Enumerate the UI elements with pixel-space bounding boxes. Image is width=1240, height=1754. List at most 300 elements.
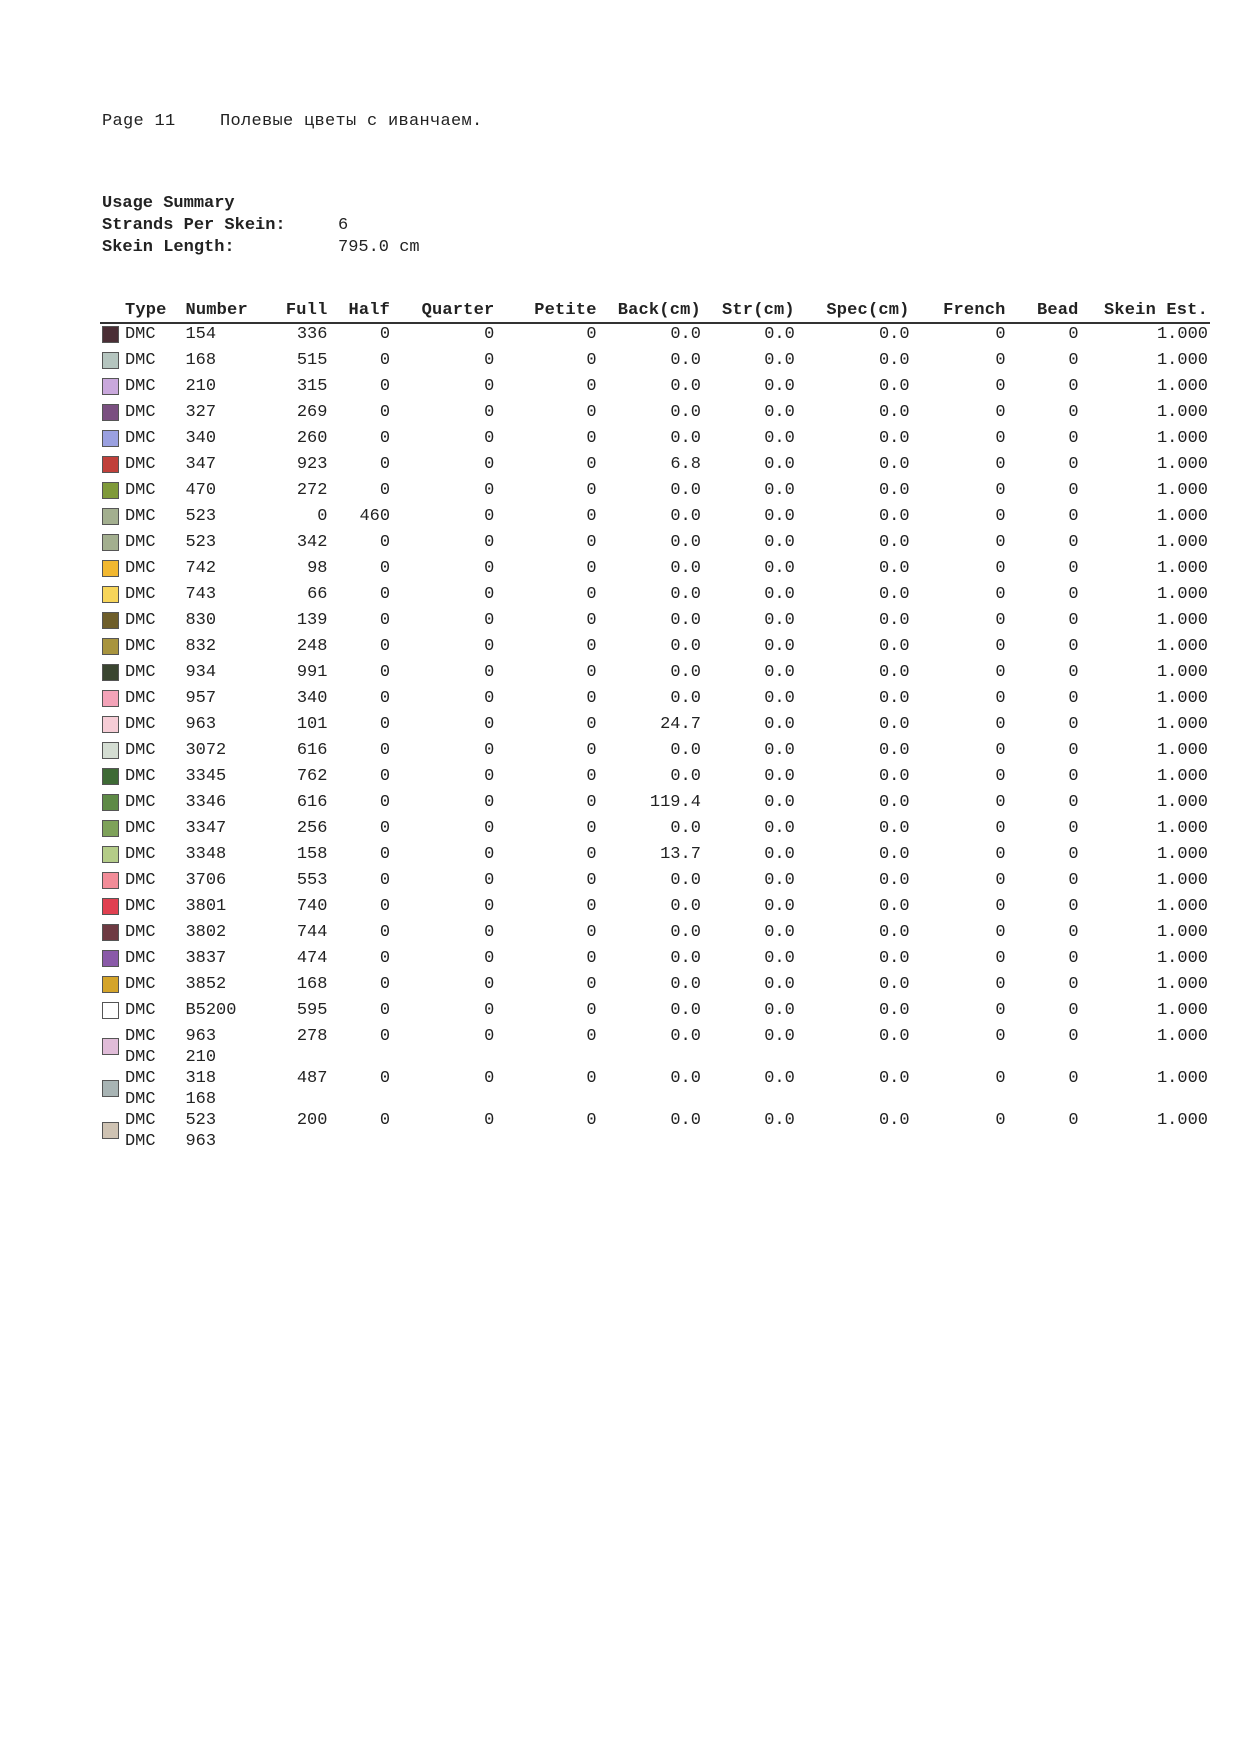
swatch-cell <box>100 610 123 636</box>
cell-str: 0.0 <box>764 897 795 916</box>
cell-half: 0 <box>379 689 391 708</box>
cell-quarter: 0 <box>484 1111 495 1130</box>
table-row <box>100 558 1210 584</box>
cell-back: 0.0 <box>670 689 701 708</box>
blend-number: 963 <box>185 1132 217 1151</box>
cell-skein: 1.000 <box>1156 507 1208 526</box>
color-swatch <box>102 716 119 733</box>
cell-half: 0 <box>379 1069 391 1088</box>
cell-spec: 0.0 <box>878 533 910 552</box>
color-swatch <box>102 768 119 785</box>
cell-quarter: 0 <box>484 351 495 370</box>
cell-french: 0 <box>995 455 1006 474</box>
cell-petite: 0 <box>586 767 597 786</box>
cell-skein: 1.000 <box>1156 767 1208 786</box>
cell-str: 0.0 <box>764 975 795 994</box>
cell-back: 119.4 <box>649 793 701 812</box>
cell-type: DMC <box>124 351 156 370</box>
cell-back: 0.0 <box>670 637 701 656</box>
cell-petite: 0 <box>586 949 597 968</box>
chart-title: Полевые цветы с иванчаем. <box>220 112 483 131</box>
cell-bead: 0 <box>1068 793 1079 812</box>
table-row <box>100 818 1210 844</box>
cell-bead: 0 <box>1068 767 1079 786</box>
cell-french: 0 <box>995 429 1006 448</box>
cell-quarter: 0 <box>484 689 495 708</box>
cell-french: 0 <box>995 507 1006 526</box>
color-swatch <box>102 820 119 837</box>
cell-number: 957 <box>185 689 217 708</box>
cell-number-blend <box>183 1110 256 1152</box>
table-row <box>100 323 1210 350</box>
cell-quarter: 0 <box>484 923 495 942</box>
cell-bead: 0 <box>1068 871 1079 890</box>
cell-type-blend <box>123 1068 184 1110</box>
cell-french: 0 <box>995 377 1006 396</box>
cell-bead: 0 <box>1068 637 1079 656</box>
cell-back: 0.0 <box>670 923 701 942</box>
cell-petite: 0 <box>586 377 597 396</box>
swatch-cell <box>100 662 123 688</box>
cell-petite: 0 <box>586 871 597 890</box>
cell-bead: 0 <box>1068 689 1079 708</box>
cell-type: DMC <box>124 585 156 604</box>
cell-french: 0 <box>995 637 1006 656</box>
swatch-cell <box>100 402 123 428</box>
table-row <box>100 428 1210 454</box>
strands-line <box>102 215 420 237</box>
cell-str: 0.0 <box>764 1069 795 1088</box>
col-quarter: Quarter <box>392 299 496 323</box>
cell-skein: 1.000 <box>1156 455 1208 474</box>
cell-bead: 0 <box>1068 923 1079 942</box>
col-petite: Petite <box>496 299 598 323</box>
cell-half: 0 <box>379 585 391 604</box>
cell-quarter: 0 <box>484 377 495 396</box>
cell-full: 487 <box>296 1069 328 1088</box>
blend-type: DMC <box>124 1090 156 1109</box>
cell-half: 0 <box>379 429 391 448</box>
swatch-cell <box>100 922 123 948</box>
cell-petite: 0 <box>586 845 597 864</box>
cell-half: 0 <box>379 715 391 734</box>
strands-value: 6 <box>338 216 349 235</box>
cell-half: 0 <box>379 975 391 994</box>
color-swatch <box>102 872 119 889</box>
cell-spec: 0.0 <box>878 455 910 474</box>
cell-full: 342 <box>296 533 328 552</box>
cell-quarter: 0 <box>484 637 495 656</box>
col-french: French <box>912 299 1008 323</box>
color-swatch <box>102 1080 119 1097</box>
blend-type: DMC <box>124 1048 156 1067</box>
cell-str: 0.0 <box>764 1001 795 1020</box>
cell-bead: 0 <box>1068 351 1079 370</box>
cell-quarter: 0 <box>484 403 495 422</box>
col-str: Str(cm) <box>703 299 797 323</box>
cell-back: 0.0 <box>670 663 701 682</box>
cell-str: 0.0 <box>764 351 795 370</box>
cell-number: 743 <box>185 585 217 604</box>
cell-type: DMC <box>124 793 156 812</box>
cell-spec: 0.0 <box>878 897 910 916</box>
swatch-cell <box>100 870 123 896</box>
cell-half: 460 <box>359 507 391 526</box>
cell-type: DMC <box>124 975 156 994</box>
table-row <box>100 532 1210 558</box>
cell-petite: 0 <box>586 923 597 942</box>
color-swatch <box>102 690 119 707</box>
blend-row <box>100 1110 1210 1152</box>
cell-str: 0.0 <box>764 767 795 786</box>
cell-spec: 0.0 <box>878 611 910 630</box>
cell-number: 3072 <box>185 741 227 760</box>
cell-full: 0 <box>317 507 328 526</box>
cell-petite: 0 <box>586 351 597 370</box>
table-row <box>100 766 1210 792</box>
swatch-cell <box>100 792 123 818</box>
cell-quarter: 0 <box>484 507 495 526</box>
cell-back: 0.0 <box>670 533 701 552</box>
cell-spec: 0.0 <box>878 403 910 422</box>
cell-half: 0 <box>379 663 391 682</box>
cell-half: 0 <box>379 1001 391 1020</box>
cell-full: 269 <box>296 403 328 422</box>
cell-back: 0.0 <box>670 975 701 994</box>
cell-number: 832 <box>185 637 217 656</box>
cell-half: 0 <box>379 559 391 578</box>
cell-half: 0 <box>379 767 391 786</box>
color-swatch <box>102 508 119 525</box>
cell-bead: 0 <box>1068 403 1079 422</box>
table-row <box>100 610 1210 636</box>
cell-full: 200 <box>296 1111 328 1130</box>
table-row <box>100 584 1210 610</box>
cell-str: 0.0 <box>764 585 795 604</box>
table-row <box>100 896 1210 922</box>
cell-french: 0 <box>995 819 1006 838</box>
cell-bead: 0 <box>1068 325 1079 344</box>
cell-str: 0.0 <box>764 481 795 500</box>
cell-half: 0 <box>379 949 391 968</box>
cell-quarter: 0 <box>484 871 495 890</box>
cell-quarter: 0 <box>484 585 495 604</box>
table-row <box>100 1000 1210 1026</box>
cell-type: DMC <box>124 481 156 500</box>
cell-back: 0.0 <box>670 949 701 968</box>
cell-str: 0.0 <box>764 663 795 682</box>
usage-summary <box>102 193 420 259</box>
color-swatch <box>102 612 119 629</box>
color-swatch <box>102 586 119 603</box>
cell-full: 616 <box>296 793 328 812</box>
cell-petite: 0 <box>586 481 597 500</box>
blend-type: DMC <box>124 1132 156 1151</box>
cell-bead: 0 <box>1068 897 1079 916</box>
cell-french: 0 <box>995 715 1006 734</box>
cell-spec: 0.0 <box>878 429 910 448</box>
cell-french: 0 <box>995 923 1006 942</box>
cell-back: 0.0 <box>670 325 701 344</box>
cell-petite: 0 <box>586 975 597 994</box>
blend-number: 523 <box>185 1111 217 1130</box>
cell-skein: 1.000 <box>1156 1001 1208 1020</box>
cell-back: 0.0 <box>670 1027 701 1046</box>
cell-full: 168 <box>296 975 328 994</box>
cell-number: 3345 <box>185 767 227 786</box>
cell-spec: 0.0 <box>878 325 910 344</box>
cell-number: 934 <box>185 663 217 682</box>
cell-back: 0.0 <box>670 871 701 890</box>
cell-spec: 0.0 <box>878 741 910 760</box>
col-spec: Spec(cm) <box>797 299 912 323</box>
cell-spec: 0.0 <box>878 871 910 890</box>
cell-spec: 0.0 <box>878 377 910 396</box>
swatch-cell <box>100 636 123 662</box>
table-body <box>100 323 1210 1152</box>
cell-skein: 1.000 <box>1156 481 1208 500</box>
cell-petite: 0 <box>586 663 597 682</box>
cell-full: 315 <box>296 377 328 396</box>
table-row <box>100 350 1210 376</box>
usage-table <box>100 299 1210 1152</box>
cell-french: 0 <box>995 611 1006 630</box>
cell-french: 0 <box>995 351 1006 370</box>
color-swatch <box>102 924 119 941</box>
cell-type: DMC <box>124 845 156 864</box>
cell-type-blend <box>123 1026 184 1068</box>
cell-type: DMC <box>124 923 156 942</box>
cell-skein: 1.000 <box>1156 377 1208 396</box>
cell-full: 923 <box>296 455 328 474</box>
color-swatch <box>102 794 119 811</box>
strands-label: Strands Per Skein: <box>102 216 286 235</box>
cell-petite: 0 <box>586 793 597 812</box>
cell-bead: 0 <box>1068 481 1079 500</box>
cell-petite: 0 <box>586 1069 597 1088</box>
cell-skein: 1.000 <box>1156 403 1208 422</box>
cell-skein: 1.000 <box>1156 559 1208 578</box>
cell-back: 0.0 <box>670 507 701 526</box>
cell-back: 0.0 <box>670 611 701 630</box>
table-row <box>100 844 1210 870</box>
cell-skein: 1.000 <box>1156 741 1208 760</box>
cell-number: 3347 <box>185 819 227 838</box>
table-row <box>100 688 1210 714</box>
length-value: 795.0 cm <box>338 238 420 257</box>
cell-spec: 0.0 <box>878 637 910 656</box>
cell-spec: 0.0 <box>878 351 910 370</box>
cell-skein: 1.000 <box>1156 1069 1208 1088</box>
cell-number: 3852 <box>185 975 227 994</box>
color-swatch <box>102 326 119 343</box>
cell-type: DMC <box>124 403 156 422</box>
cell-type: DMC <box>124 819 156 838</box>
cell-type: DMC <box>124 637 156 656</box>
cell-bead: 0 <box>1068 585 1079 604</box>
cell-bead: 0 <box>1068 1027 1079 1046</box>
cell-skein: 1.000 <box>1156 923 1208 942</box>
cell-skein: 1.000 <box>1156 793 1208 812</box>
cell-type: DMC <box>124 897 156 916</box>
cell-str: 0.0 <box>764 533 795 552</box>
cell-number: 3346 <box>185 793 227 812</box>
cell-spec: 0.0 <box>878 845 910 864</box>
cell-full: 248 <box>296 637 328 656</box>
cell-number: 3801 <box>185 897 227 916</box>
cell-full: 991 <box>296 663 328 682</box>
cell-skein: 1.000 <box>1156 715 1208 734</box>
cell-petite: 0 <box>586 897 597 916</box>
swatch-cell <box>100 584 123 610</box>
cell-bead: 0 <box>1068 1069 1079 1088</box>
cell-spec: 0.0 <box>878 923 910 942</box>
cell-french: 0 <box>995 689 1006 708</box>
cell-str: 0.0 <box>764 559 795 578</box>
cell-skein: 1.000 <box>1156 325 1208 344</box>
cell-type: DMC <box>124 1001 156 1020</box>
swatch-header <box>100 299 123 323</box>
cell-quarter: 0 <box>484 533 495 552</box>
swatch-cell <box>100 1110 123 1152</box>
cell-petite: 0 <box>586 611 597 630</box>
cell-spec: 0.0 <box>878 689 910 708</box>
cell-back: 0.0 <box>670 585 701 604</box>
cell-type: DMC <box>124 559 156 578</box>
cell-french: 0 <box>995 897 1006 916</box>
table-row <box>100 662 1210 688</box>
cell-quarter: 0 <box>484 325 495 344</box>
cell-full: 762 <box>296 767 328 786</box>
table-row <box>100 792 1210 818</box>
cell-type: DMC <box>124 611 156 630</box>
cell-number: B5200 <box>185 1001 237 1020</box>
cell-str: 0.0 <box>764 611 795 630</box>
cell-half: 0 <box>379 845 391 864</box>
cell-back: 0.0 <box>670 897 701 916</box>
cell-skein: 1.000 <box>1156 897 1208 916</box>
cell-french: 0 <box>995 559 1006 578</box>
swatch-cell <box>100 896 123 922</box>
cell-back: 0.0 <box>670 481 701 500</box>
cell-petite: 0 <box>586 559 597 578</box>
swatch-cell <box>100 350 123 376</box>
blend-number: 318 <box>185 1069 217 1088</box>
cell-str: 0.0 <box>764 325 795 344</box>
cell-full: 744 <box>296 923 328 942</box>
color-swatch <box>102 430 119 447</box>
table-row <box>100 480 1210 506</box>
cell-type: DMC <box>124 715 156 734</box>
cell-quarter: 0 <box>484 611 495 630</box>
cell-bead: 0 <box>1068 611 1079 630</box>
cell-str: 0.0 <box>764 377 795 396</box>
cell-french: 0 <box>995 845 1006 864</box>
cell-type: DMC <box>124 455 156 474</box>
cell-str: 0.0 <box>764 819 795 838</box>
cell-str: 0.0 <box>764 793 795 812</box>
cell-spec: 0.0 <box>878 975 910 994</box>
table-row <box>100 454 1210 480</box>
cell-str: 0.0 <box>764 715 795 734</box>
blend-type: DMC <box>124 1111 156 1130</box>
cell-quarter: 0 <box>484 455 495 474</box>
col-skein: Skein Est. <box>1081 299 1210 323</box>
cell-french: 0 <box>995 403 1006 422</box>
cell-petite: 0 <box>586 507 597 526</box>
table-row <box>100 506 1210 532</box>
cell-quarter: 0 <box>484 975 495 994</box>
summary-heading: Usage Summary <box>102 194 235 213</box>
cell-number-blend <box>183 1026 256 1068</box>
cell-str: 0.0 <box>764 871 795 890</box>
cell-skein: 1.000 <box>1156 611 1208 630</box>
cell-spec: 0.0 <box>878 481 910 500</box>
cell-str: 0.0 <box>764 1027 795 1046</box>
cell-bead: 0 <box>1068 819 1079 838</box>
cell-french: 0 <box>995 871 1006 890</box>
cell-skein: 1.000 <box>1156 819 1208 838</box>
cell-petite: 0 <box>586 455 597 474</box>
cell-spec: 0.0 <box>878 949 910 968</box>
swatch-cell <box>100 948 123 974</box>
cell-number: 523 <box>185 507 217 526</box>
color-swatch <box>102 534 119 551</box>
cell-half: 0 <box>379 455 391 474</box>
cell-back: 0.0 <box>670 377 701 396</box>
cell-number: 470 <box>185 481 217 500</box>
cell-type: DMC <box>124 949 156 968</box>
cell-spec: 0.0 <box>878 819 910 838</box>
table-row <box>100 974 1210 1000</box>
cell-half: 0 <box>379 819 391 838</box>
table-row <box>100 740 1210 766</box>
cell-back: 0.0 <box>670 741 701 760</box>
cell-back: 6.8 <box>670 455 701 474</box>
cell-half: 0 <box>379 533 391 552</box>
swatch-cell <box>100 740 123 766</box>
color-swatch <box>102 638 119 655</box>
cell-number: 327 <box>185 403 217 422</box>
cell-quarter: 0 <box>484 949 495 968</box>
blend-number: 168 <box>185 1090 217 1109</box>
cell-quarter: 0 <box>484 663 495 682</box>
cell-spec: 0.0 <box>878 1001 910 1020</box>
cell-half: 0 <box>379 377 391 396</box>
swatch-cell <box>100 688 123 714</box>
cell-quarter: 0 <box>484 767 495 786</box>
cell-back: 0.0 <box>670 429 701 448</box>
cell-bead: 0 <box>1068 975 1079 994</box>
cell-number: 3802 <box>185 923 227 942</box>
cell-str: 0.0 <box>764 741 795 760</box>
cell-half: 0 <box>379 897 391 916</box>
cell-french: 0 <box>995 325 1006 344</box>
swatch-cell <box>100 532 123 558</box>
swatch-cell <box>100 506 123 532</box>
swatch-cell <box>100 454 123 480</box>
cell-half: 0 <box>379 637 391 656</box>
cell-petite: 0 <box>586 403 597 422</box>
cell-petite: 0 <box>586 1001 597 1020</box>
cell-skein: 1.000 <box>1156 871 1208 890</box>
swatch-cell <box>100 376 123 402</box>
cell-full: 272 <box>296 481 328 500</box>
cell-full: 256 <box>296 819 328 838</box>
cell-spec: 0.0 <box>878 507 910 526</box>
cell-quarter: 0 <box>484 793 495 812</box>
cell-type: DMC <box>124 533 156 552</box>
